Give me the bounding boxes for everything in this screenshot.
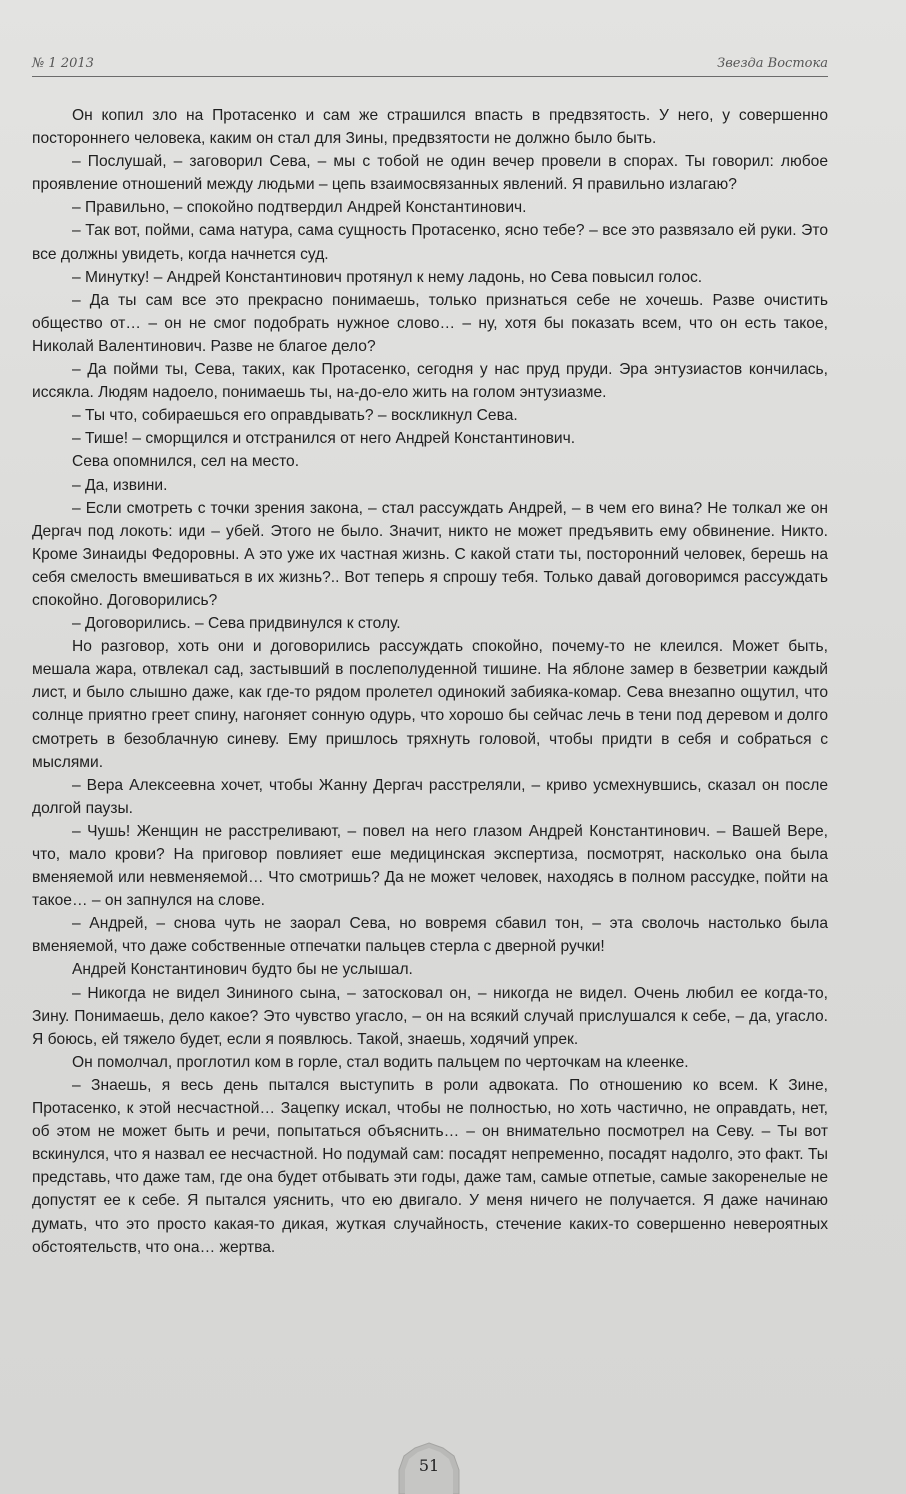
paragraph: Он помолчал, проглотил ком в горле, стал водить пальцем по черточкам на клеенке. xyxy=(72,1053,689,1071)
paragraph: – Если смотреть с точки зрения закона, – стал рассуждать Андрей, – в чем его вина? Не толкал же он Дергач под локоть: иди – убей. Этого не было. Значит, никто не может предъявить ему обвинение. Никто. Кроме Зинаиды Федоровны. А это уже их частная жизнь. С какой стати ты, посторонний человек, берешь на себя смелость вмешиваться в их жизнь?.. Вот теперь я спрошу тебя. Только давай договоримся рассуждать спокойно. Договорились? xyxy=(32,499,828,609)
header-rule xyxy=(32,76,828,77)
paragraph: – Тише! – сморщился и отстранился от него Андрей Константинович. xyxy=(72,430,576,448)
paragraph: – Правильно, – спокойно подтвердил Андрей Константинович. xyxy=(72,199,527,217)
page-number-badge xyxy=(396,1442,462,1494)
paragraph: Андрей Константинович будто бы не услышал. xyxy=(72,961,413,979)
paragraph: – Ты что, собираешься его оправдывать? – воскликнул Сева. xyxy=(72,407,518,425)
paragraph: Сева опомнился, сел на место. xyxy=(72,453,300,471)
paragraph: – Вера Алексеевна хочет, чтобы Жанну Дергач расстреляли, – криво усмехнувшись, сказал он после долгой паузы. xyxy=(32,776,828,817)
journal-title: Звезда Востока xyxy=(717,56,828,71)
page-number: 51 xyxy=(418,1456,440,1475)
paragraph: – Да, извини. xyxy=(72,476,168,494)
paragraph: – Да ты сам все это прекрасно понимаешь, только признаться себе не хочешь. Разве очистить общество от… – он не смог подобрать нужное слово… – ну, хотя бы показать всем, что он есть такое, Николай Валентинович. Разве не благое дело? xyxy=(32,291,828,355)
paragraph: Он копил зло на Протасенко и сам же страшился впасть в предвзятость. У него, у совершенно постороннего человека, каким он стал для Зины, предвзятости не должно было быть. xyxy=(32,107,828,148)
issue-number: № 1 2013 xyxy=(32,56,94,71)
paragraph: – Послушай, – заговорил Сева, – мы с тобой не один вечер провели в спорах. Ты говорил: любое проявление отношений между людьми – цепь взаимосвязанных явлений. Я правильно излагаю? xyxy=(32,153,828,194)
paragraph: – Никогда не видел Зининого сына, – затосковал он, – никогда не видел. Очень любил ее когда-то, Зину. Понимаешь, дело какое? Это чувство угасло, – он на всякий случай прислушался к себе, – да, угасло. Я боюсь, ей тяжело будет, если я появлюсь. Такой, знаешь, ходячий упрек. xyxy=(32,984,828,1048)
paragraph: – Так вот, пойми, сама натура, сама сущность Протасенко, ясно тебе? – все это развязало ей руки. Это все должны увидеть, когда начнется суд. xyxy=(32,222,828,263)
paragraph: – Да пойми ты, Сева, таких, как Протасенко, сегодня у нас пруд пруди. Эра энтузиастов кончилась, иссякла. Людям надоело, понимаешь ты, на-до-ело жить на голом энтузиазме. xyxy=(32,361,828,402)
paragraph: – Андрей, – снова чуть не заорал Сева, но вовремя сбавил тон, – эта сволочь настолько была вменяемой, что даже собственные отпечатки пальцев стерла с дверной ручки! xyxy=(32,915,828,956)
paragraph: Но разговор, хоть они и договорились рассуждать спокойно, почему-то не клеился. Может быть, мешала жара, отвлекал сад, застывший в послеполуденной тишине. На яблоне замер в безветрии каждый лист, и было слышно даже, как где-то рядом пролетел одинокий забияка-комар. Сева внезапно ощутил, что солнце приятно греет спину, нагоняет сонную одурь, что хорошо бы сейчас лечь в тени под деревом и долго смотреть в безоблачную синеву. Ему пришлось тряхнуть головой, чтобы придти в себя и собраться с мыслями. xyxy=(32,638,828,771)
running-header xyxy=(32,54,828,76)
body-text xyxy=(32,104,828,1259)
paragraph: – Минутку! – Андрей Константинович протянул к нему ладонь, но Сева повысил голос. xyxy=(72,268,703,286)
paragraph: – Договорились. – Сева придвинулся к столу. xyxy=(72,615,401,633)
paragraph: – Знаешь, я весь день пытался выступить в роли адвоката. По отношению ко всем. К Зине, Протасенко, к этой несчастной… Зацепку искал, чтобы не полностью, но хоть частично, не оправдать, нет, об этом не может быть и речи, попытаться объяснить… – он внимательно посмотрел на Севу. – Ты вот вскинулся, что я назвал ее несчастной. Но подумай сам: посадят непременно, посадят надолго, это факт. Ты представь, что даже там, где она будет отбывать эти годы, даже там, самые отпетые, самые закоренелые не допустят ее к себе. Я пытался уяснить, что ею двигало. У меня ничего не получается. Я даже начинаю думать, что это просто какая-то дикая, жуткая случайность, стечение каких-то совершенно невероятных обстоятельств, что она… жертва. xyxy=(32,1076,828,1256)
paragraph: – Чушь! Женщин не расстреливают, – повел на него глазом Андрей Константинович. – Вашей Вере, что, мало крови? На приговор повлияет еше медицинская экспертиза, посмотрят, насколько она была вменяемой или невменяемой… Что смотришь? Да не может человек, находясь в полном рассудке, пойти на такое… – он запнулся на слове. xyxy=(32,822,828,910)
